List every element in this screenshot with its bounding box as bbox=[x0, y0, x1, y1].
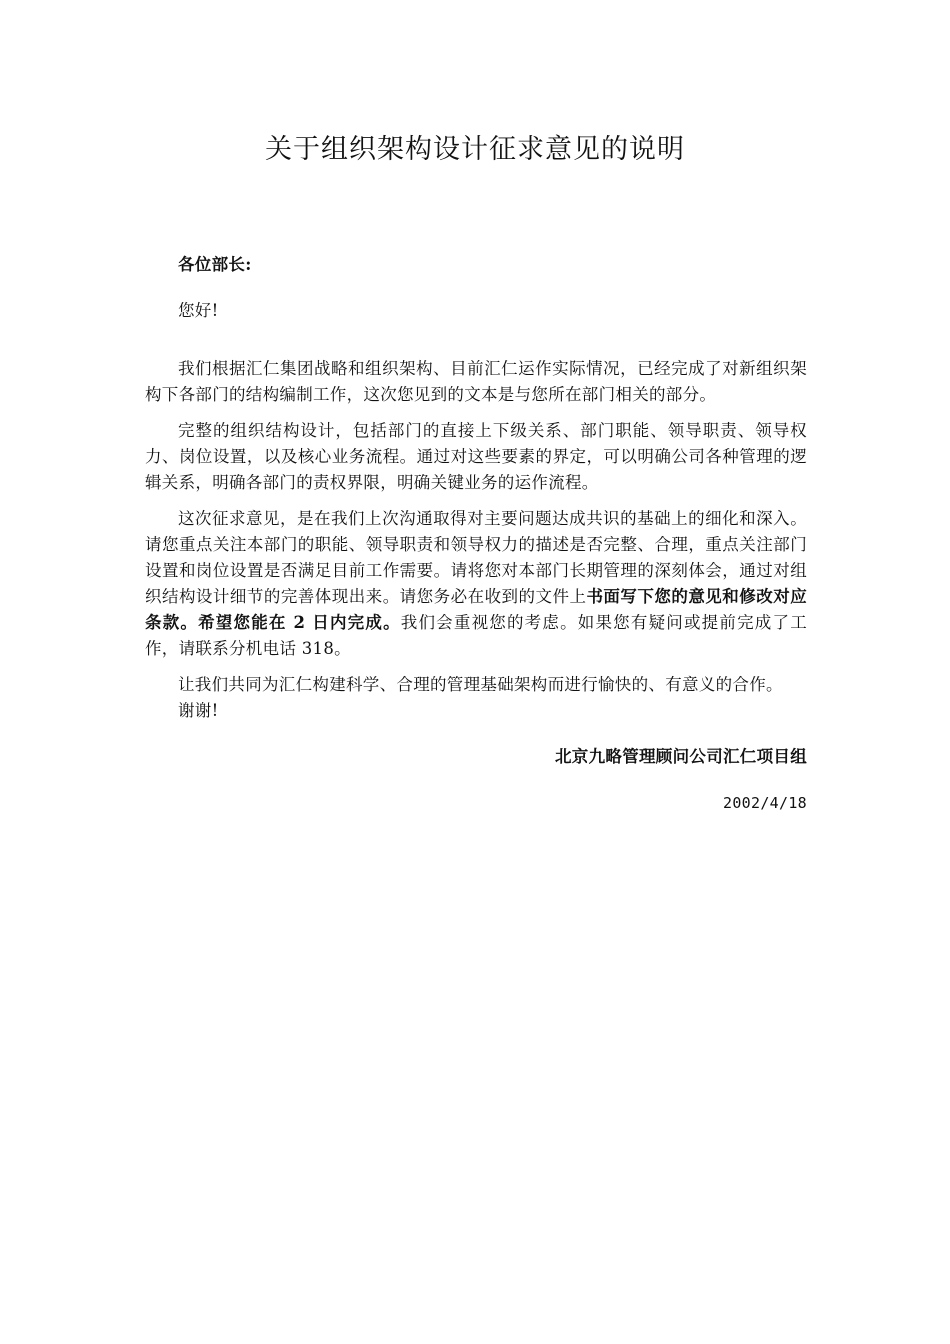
document-date: 2002/4/18 bbox=[723, 794, 807, 812]
paragraph-3-emphasis: 书面写下您的意见和修改对应条款。希望您能在 2 日内完成。 bbox=[145, 587, 807, 632]
paragraph-3 bbox=[145, 506, 807, 662]
thanks-line: 谢谢! bbox=[178, 701, 219, 720]
paragraph-4: 让我们共同为汇仁构建科学、合理的管理基础架构而进行愉快的、有意义的合作。 bbox=[178, 675, 783, 694]
paragraph-2: 完整的组织结构设计，包括部门的直接上下级关系、部门职能、领导职责、领导权力、岗位设置，以及核心业务流程。通过对这些要素的界定，可以明确公司各种管理的逻辑关系，明确各部门的责权界限，明确关键业务的运作流程。 bbox=[145, 421, 807, 492]
greeting: 您好! bbox=[178, 301, 219, 320]
signature: 北京九略管理顾问公司汇仁项目组 bbox=[555, 747, 807, 766]
paragraph-1: 我们根据汇仁集团战略和组织架构、目前汇仁运作实际情况，已经完成了对新组织架构下各部门的结构编制工作，这次您见到的文本是与您所在部门相关的部分。 bbox=[145, 359, 807, 404]
document-body bbox=[145, 252, 807, 816]
salutation: 各位部长: bbox=[178, 255, 252, 274]
document-title: 关于组织架构设计征求意见的说明 bbox=[265, 134, 685, 165]
paragraph-3-part-2: 我们会重视您的考虑。如果您有疑问或提前完成了工作，请联系分机电话 318。 bbox=[145, 613, 807, 658]
paragraph-3-part-1: 这次征求意见，是在我们上次沟通取得对主要问题达成共识的基础上的细化和深入。请您重点关注本部门的职能、领导职责和领导权力的描述是否完整、合理，重点关注部门设置和岗位设置是否满足目前工作需要。请将您对本部门长期管理的深刻体会，通过对组织结构设计细节的完善体现出来。请您务必在收到的文件上 bbox=[145, 509, 807, 606]
